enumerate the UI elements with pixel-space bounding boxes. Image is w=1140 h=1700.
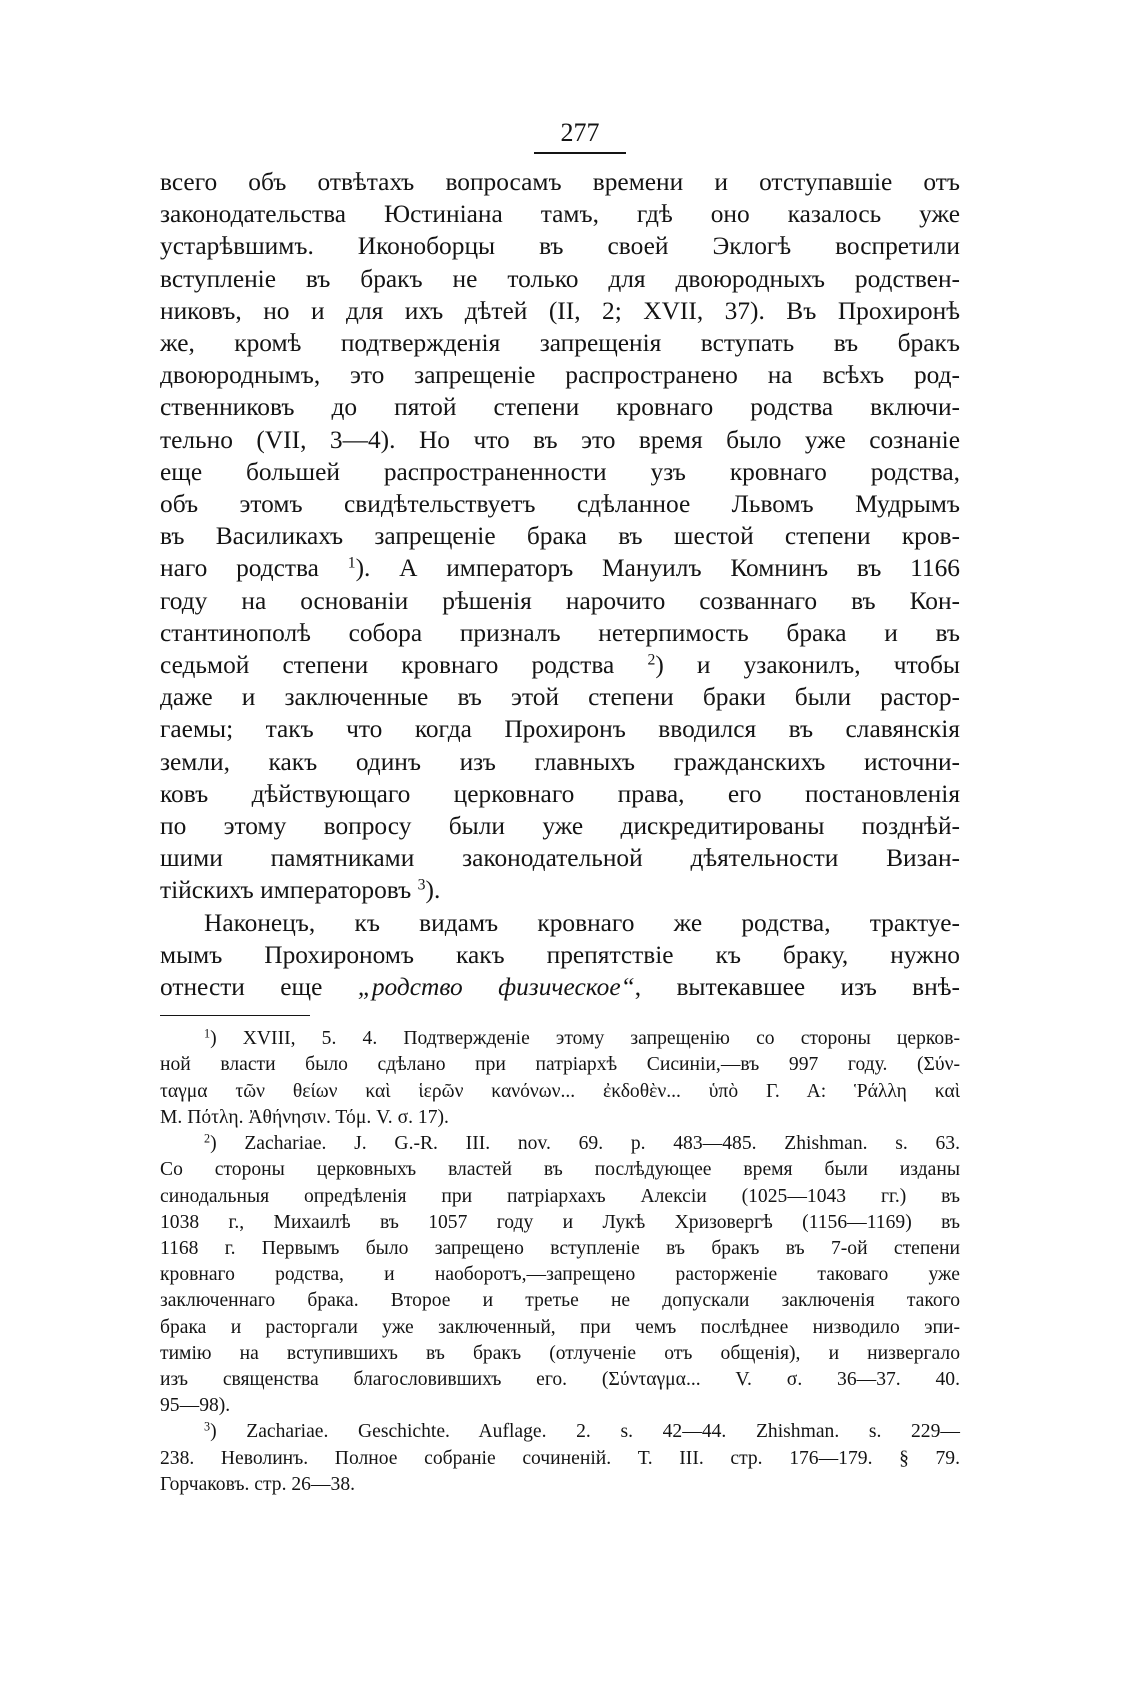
footnote-line: Со стороны церковныхъ властей въ послѣдующее время были изданы xyxy=(160,1159,960,1181)
text-line xyxy=(160,552,960,584)
footnote-line: Μ. Πότλη. Ἀθήνησιν. Τόμ. V. σ. 17). xyxy=(160,1106,449,1128)
footnote-mark: 1 xyxy=(204,1026,211,1041)
footnote-line: 238. Неволинъ. Полное собраніе сочиненій. Т. III. стр. 176—179. § 79. xyxy=(160,1447,960,1469)
footnote-line: изъ священства благословившихъ его. (Σύνταγμα... V. σ. 36—37. 40. xyxy=(160,1368,960,1390)
text-line: земли, какъ одинъ изъ главныхъ гражданскихъ источни- xyxy=(160,747,960,776)
footnote-mark: 3 xyxy=(204,1419,211,1434)
text-line: тельно (VII, 3—4). Но что въ это время было уже сознаніе xyxy=(160,425,960,454)
text-fragment: ). А императоръ Мануилъ Комнинъ въ 1166 xyxy=(355,554,960,583)
text-line: мымъ Прохирономъ какъ препятствіе къ браку, нужно xyxy=(160,940,960,969)
text-line: еще большей распространенности узъ кровнаго родства, xyxy=(160,457,960,486)
text-line: шими памятниками законодательной дѣятельности Визан- xyxy=(160,844,960,873)
text-line: объ этомъ свидѣтельствуетъ сдѣланное Львомъ Мудрымъ xyxy=(160,490,960,519)
text-fragment: ) Zachariae. J. G.-R. III. nov. 69. p. 483—485. Zhishman. s. 63. xyxy=(210,1133,960,1155)
footnote-ref-2: 2 xyxy=(647,651,656,669)
text-line: никовъ, но и для ихъ дѣтей (II, 2; XVII, 37). Въ Прохиронѣ xyxy=(160,296,960,325)
text-line: ковъ дѣйствующаго церковнаго права, его постановленія xyxy=(160,779,960,808)
text-fragment: ) Zachariae. Geschichte. Auflage. 2. s. 42—44. Zhishman. s. 229— xyxy=(210,1421,960,1443)
footnote-line: тимію на вступившихъ въ бракъ (отлученіе отъ общенія), и низвергало xyxy=(160,1342,960,1364)
text-line: законодательства Юстиніана тамъ, гдѣ оно казалось уже xyxy=(160,200,960,229)
page-number-rule xyxy=(534,152,626,154)
text-line: даже и заключенные въ этой степени браки были растор- xyxy=(160,683,960,712)
italic-phrase: „родство физическое“ xyxy=(357,973,635,1002)
text-fragment: отнести еще xyxy=(160,973,358,1002)
text-line: въ Василикахъ запрещеніе брака въ шестой степени кров- xyxy=(160,522,960,551)
text-line xyxy=(160,971,960,1003)
footnote-line: Горчаковъ. стр. 26—38. xyxy=(160,1473,356,1495)
footnote-line: синодальныя опредѣленія при патріархахъ Алексіи (1025—1043 гг.) въ xyxy=(160,1185,960,1207)
text-line: по этому вопросу были уже дискредитированы позднѣй- xyxy=(160,812,960,841)
text-fragment: седьмой степени кровнаго родства xyxy=(160,651,615,680)
footnote-ref-3: 3 xyxy=(417,876,426,894)
text-line: ственниковъ до пятой степени кровнаго родства включи- xyxy=(160,393,960,422)
footnote-3 xyxy=(160,1419,960,1498)
footnote-1 xyxy=(160,1026,960,1131)
text-line: всего объ отвѣтахъ вопросамъ времени и отступавшіе отъ xyxy=(160,168,960,196)
text-fragment: тійскихъ императоровъ xyxy=(160,876,412,905)
text-line xyxy=(160,649,960,681)
text-line: гаемы; такъ что когда Прохиронъ вводился въ славянскія xyxy=(160,715,960,744)
paragraph-2 xyxy=(160,907,960,1004)
footnote-line: 1168 г. Первымъ было запрещено вступленіе въ бракъ въ 7-ой степени xyxy=(160,1237,960,1259)
text-fragment: ) и узаконилъ, чтобы xyxy=(655,651,960,680)
text-fragment: ). xyxy=(425,876,441,905)
footnote-line: ной власти было сдѣлано при патріархѣ Сисиніи,—въ 997 году. (Σύν- xyxy=(160,1054,960,1076)
page-number: 277 xyxy=(560,118,600,147)
text-fragment: ) XVIII, 5. 4. Подтвержденіе этому запрещенію со стороны церков- xyxy=(210,1028,960,1050)
body-text xyxy=(160,166,960,1003)
footnote-line xyxy=(160,1419,960,1445)
text-line: стантинополѣ собора призналъ нетерпимость брака и въ xyxy=(160,618,960,647)
footnote-line: брака и расторгали уже заключенный, при чемъ послѣднее низводило эпи- xyxy=(160,1316,960,1338)
text-line: Наконецъ, къ видамъ кровнаго же родства, трактуе- xyxy=(204,908,960,937)
footnotes xyxy=(160,1026,960,1498)
footnote-line: заключеннаго брака. Второе и третье не допускали заключенія такого xyxy=(160,1290,960,1312)
footnote-mark: 2 xyxy=(204,1131,211,1146)
text-line: двоюроднымъ, это запрещеніе распространено на всѣхъ род- xyxy=(160,361,960,390)
text-fragment: , вытекавшее изъ внѣ- xyxy=(634,973,961,1002)
text-line: же, кромѣ подтвержденія запрещенія вступать въ бракъ xyxy=(160,329,960,358)
footnote-line: 1038 г., Михаилѣ въ 1057 году и Лукѣ Хризовергѣ (1156—1169) въ xyxy=(160,1211,960,1233)
paragraph-1 xyxy=(160,166,960,907)
footnote-line: 95—98). xyxy=(160,1395,231,1417)
footnote-separator xyxy=(160,1015,310,1016)
text-line xyxy=(160,874,960,906)
footnote-line xyxy=(160,1026,960,1052)
text-line: вступленіе въ бракъ не только для двоюродныхъ родствен- xyxy=(160,264,960,293)
book-page xyxy=(160,118,960,1498)
footnote-line: кровнаго родства, и наоборотъ,—запрещено расторженіе таковаго уже xyxy=(160,1264,960,1286)
text-fragment: наго родства xyxy=(160,554,319,583)
footnote-line: ταγμα τῶν θείων καὶ ἱερῶν κανόνων... ἐκδοθὲν... ὑπὸ Γ. Α: Ῥάλλη καὶ xyxy=(160,1080,960,1102)
footnote-2 xyxy=(160,1131,960,1419)
footnote-line xyxy=(160,1131,960,1157)
footnote-ref-1: 1 xyxy=(347,554,356,572)
text-line: устарѣвшимъ. Иконоборцы въ своей Эклогѣ воспретили xyxy=(160,232,960,261)
text-line: году на основаніи рѣшенія нарочито созваннаго въ Кон- xyxy=(160,586,960,615)
